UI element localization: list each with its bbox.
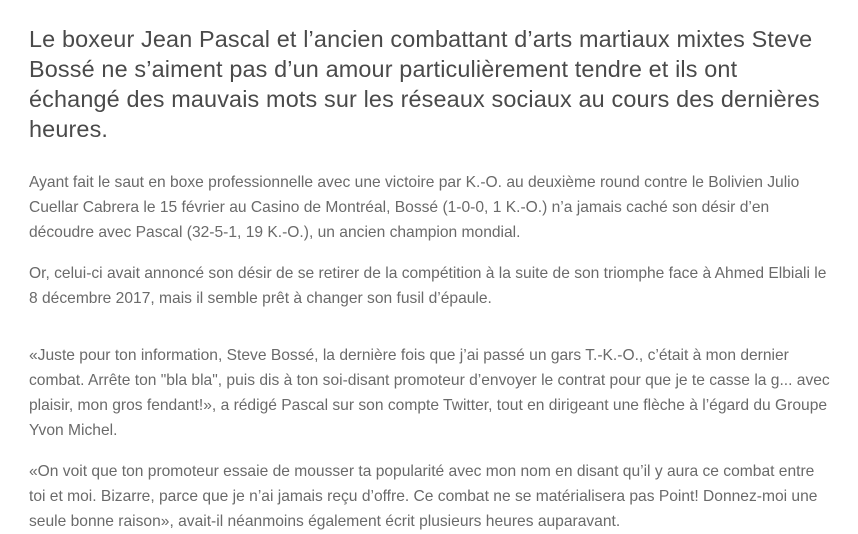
article-lead: Le boxeur Jean Pascal et l’ancien combattant d’arts martiaux mixtes Steve Bossé ne s’aiment pas d’un amour particulièrement tendre et ils ont échangé des mauvais mots sur les réseaux sociaux au cours des dernières heures. [29,26,820,142]
article-quote-paragraph: «Juste pour ton information, Steve Bossé, la dernière fois que j’ai passé un gars T.-K.-O., c’était à mon dernier combat. Arrête ton "bla bla", puis dis à ton soi-disant promoteur d’envoyer le contrat pour que je te casse la g... avec plaisir, mon gros fendant!», a rédigé Pascal sur son compte Twitter, tout en dirigeant une flèche à l’égard du Groupe Yvon Michel. [29,347,830,439]
article-paragraph: Ayant fait le saut en boxe professionnelle avec une victoire par K.-O. au deuxième round contre le Bolivien Julio Cuellar Cabrera le 15 février au Casino de Montréal, Bossé (1-0-0, 1 K.-O.) n’a jamais caché son désir d’en découdre avec Pascal (32-5-1, 19 K.-O.), un ancien champion mondial. [29,174,800,241]
article-quote-paragraph: «On voit que ton promoteur essaie de mousser ta popularité avec mon nom en disant qu’il y aura ce combat entre toi et moi. Bizarre, parce que je n’ai jamais reçu d’offre. Ce combat ne se matérialisera pas Point! Donnez-moi une seule bonne raison», avait-il néanmoins également écrit plusieurs heures auparavant. [29,463,818,530]
article-paragraph: Or, celui-ci avait annoncé son désir de se retirer de la compétition à la suite de son triomphe face à Ahmed Elbiali le 8 décembre 2017, mais il semble prêt à changer son fusil d’épaule. [29,265,827,307]
